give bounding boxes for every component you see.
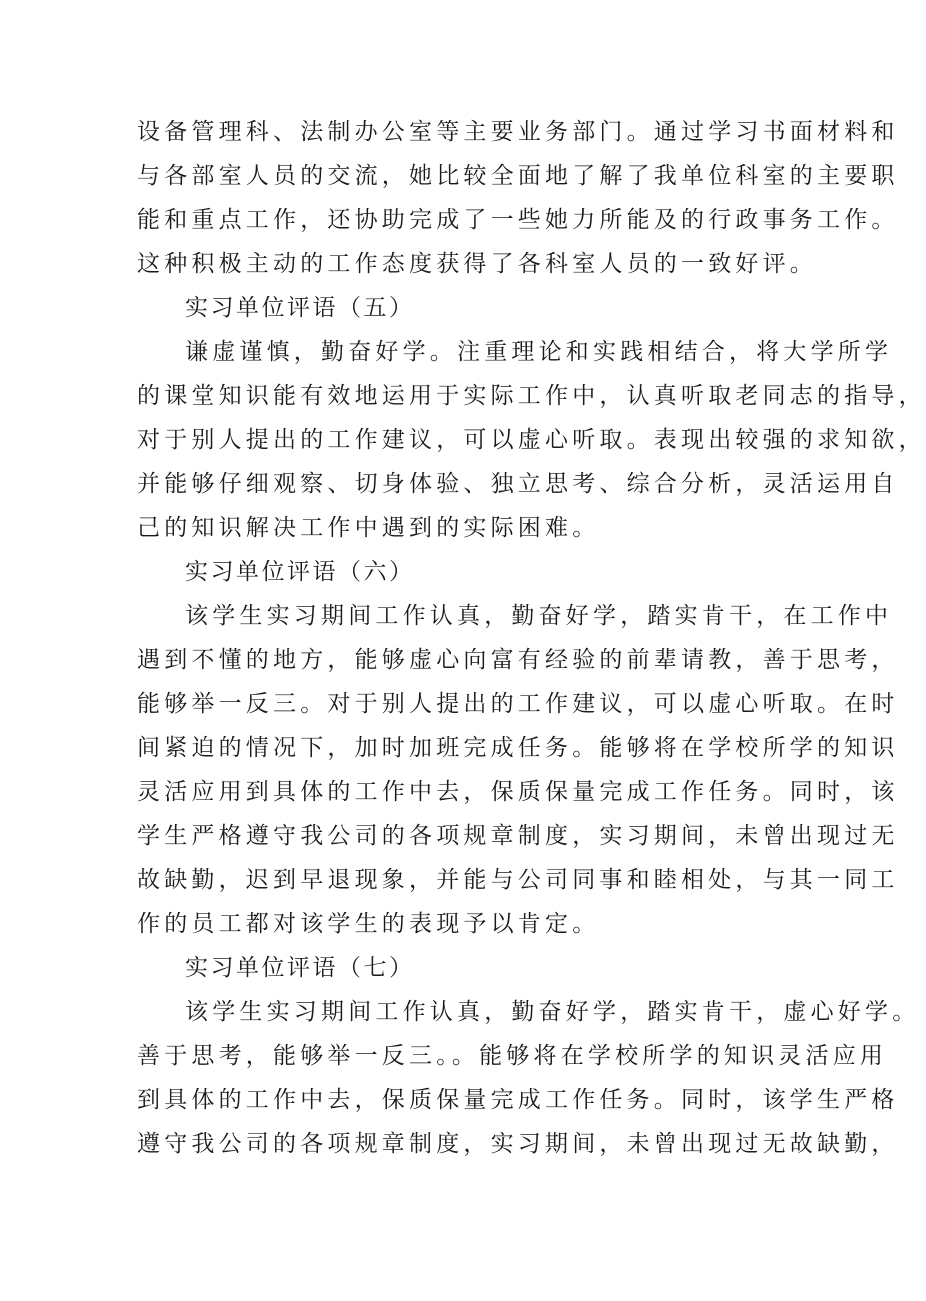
paragraph-line: 间紧迫的情况下，加时加班完成任务。能够将在学校所学的知识	[137, 735, 899, 761]
paragraph-line: 故缺勤，迟到早退现象，并能与公司同事和睦相处，与其一同工	[137, 867, 899, 893]
paragraph-line: 遇到不懂的地方，能够虚心向富有经验的前辈请教，善于思考，	[137, 647, 899, 673]
paragraph-line: 能和重点工作，还协助完成了一些她力所能及的行政事务工作。	[137, 207, 899, 233]
paragraph-line: 与各部室人员的交流，她比较全面地了解了我单位科室的主要职	[137, 163, 899, 189]
paragraph-line: 该学生实习期间工作认真，勤奋好学，踏实肯干，虚心好学。	[185, 999, 920, 1025]
paragraph-line: 善于思考，能够举一反三。。能够将在学校所学的知识灵活应用	[137, 1043, 888, 1069]
section-heading: 实习单位评语（六）	[185, 559, 415, 585]
paragraph-line: 对于别人提出的工作建议，可以虚心听取。表现出较强的求知欲，	[137, 427, 926, 453]
paragraph-line: 遵守我公司的各项规章制度，实习期间，未曾出现过无故缺勤，	[137, 1131, 899, 1157]
paragraph-line: 该学生实习期间工作认真，勤奋好学，踏实肯干，在工作中	[185, 603, 893, 629]
paragraph-line: 己的知识解决工作中遇到的实际困难。	[137, 515, 600, 541]
paragraph-line: 的课堂知识能有效地运用于实际工作中，认真听取老同志的指导，	[137, 383, 926, 409]
paragraph-line: 能够举一反三。对于别人提出的工作建议，可以虚心听取。在时	[137, 691, 899, 717]
section-heading: 实习单位评语（五）	[185, 295, 415, 321]
paragraph-line: 灵活应用到具体的工作中去，保质保量完成工作任务。同时，该	[137, 779, 899, 805]
paragraph-line: 并能够仔细观察、切身体验、独立思考、综合分析，灵活运用自	[137, 471, 899, 497]
paragraph-line: 设备管理科、法制办公室等主要业务部门。通过学习书面材料和	[137, 119, 899, 145]
paragraph-line: 学生严格遵守我公司的各项规章制度，实习期间，未曾出现过无	[137, 823, 899, 849]
section-heading: 实习单位评语（七）	[185, 955, 415, 981]
paragraph-line: 作的员工都对该学生的表现予以肯定。	[137, 911, 600, 937]
paragraph-line: 谦虚谨慎，勤奋好学。注重理论和实践相结合，将大学所学	[185, 339, 893, 365]
paragraph-line: 这种积极主动的工作态度获得了各科室人员的一致好评。	[137, 251, 817, 277]
paragraph-line: 到具体的工作中去，保质保量完成工作任务。同时，该学生严格	[137, 1087, 899, 1113]
